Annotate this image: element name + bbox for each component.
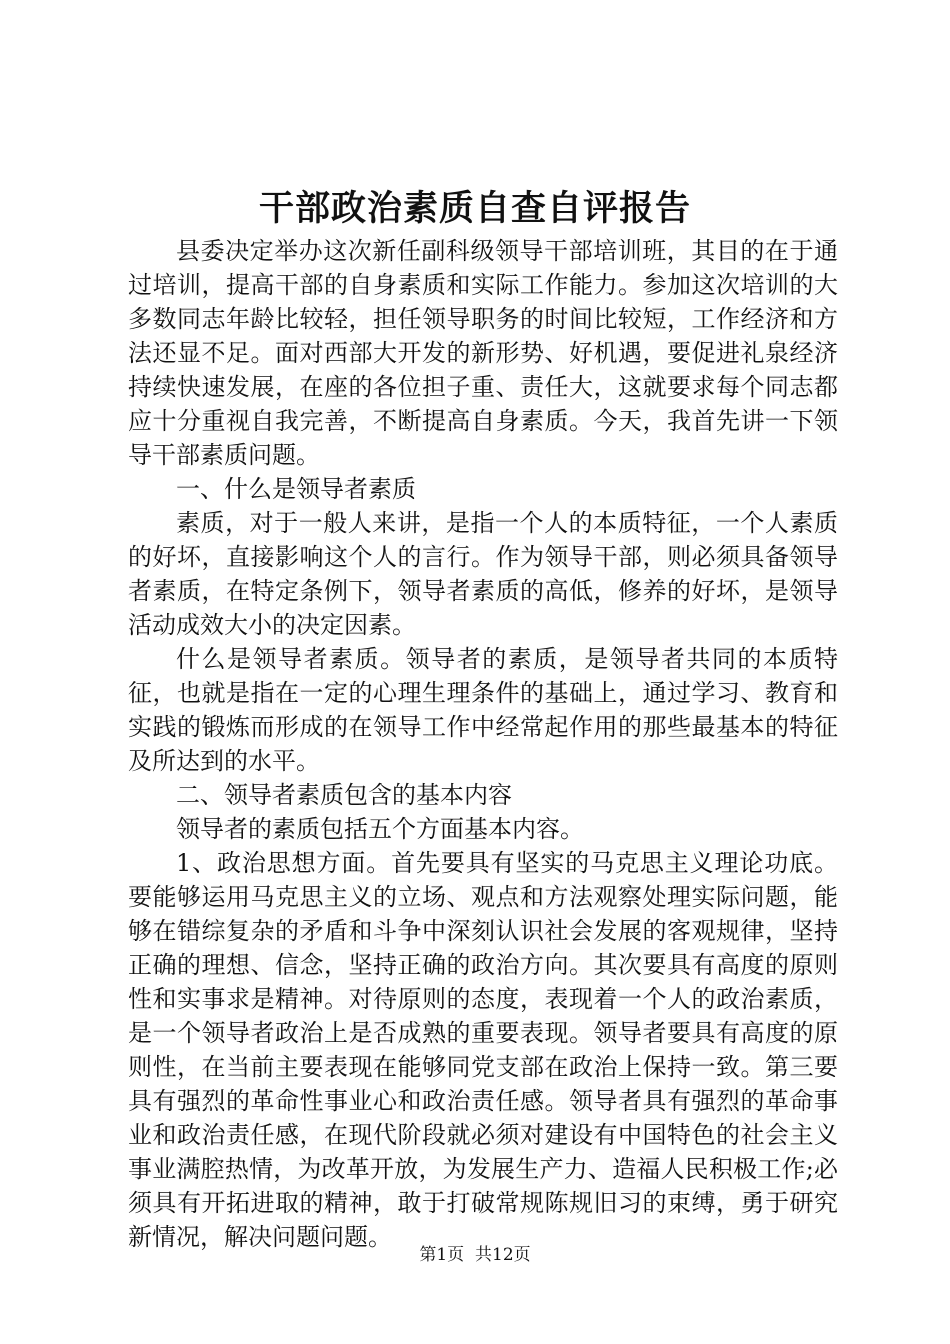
paragraph-five-aspects: 领导者的素质包括五个方面基本内容。 [176,815,584,843]
page-footer [0,1243,950,1267]
section-heading-2: 二、领导者素质包含的基本内容 [176,781,512,809]
page-total: 共12页 [475,1245,531,1265]
paragraph-intro: 县委决定举办这次新任副科级领导干部培训班，其目的在于通过培训，提高干部的自身素质和实际工作能力。参加这次培训的大多数同志年龄比较轻，担任领导职务的时间比较短，工作经济和方法还显不足。面对西部大开发的新形势、好机遇，要促进礼泉经济持续快速发展，在座的各位担子重、责任大，这就要求每个同志都应十分重视自我完善，不断提高自身素质。今天，我首先讲一下领导干部素质问题。 [128,237,838,469]
paragraph-leader-quality: 什么是领导者素质。领导者的素质，是领导者共同的本质特征，也就是指在一定的心理生理条件的基础上，通过学习、教育和实践的锻炼而形成的在领导工作中经常起作用的那些最基本的特征及所达到的水平。 [128,645,838,775]
paragraph-definition: 素质，对于一般人来讲，是指一个人的本质特征，一个人素质的好坏，直接影响这个人的言行。作为领导干部，则必须具备领导者素质，在特定条例下，领导者素质的高低，修养的好坏，是领导活动成效大小的决定因素。 [128,509,838,639]
page-number: 第1页 [419,1245,465,1265]
document-title: 干部政治素质自查自评报告 [258,188,691,229]
paragraph-political-thought: 1、政治思想方面。首先要具有坚实的马克思主义理论功底。要能够运用马克思主义的立场、观点和方法观察处理实际问题，能够在错综复杂的矛盾和斗争中深刻认识社会发展的客观规律，坚持正确的理想、信念，坚持正确的政治方向。其次要具有高度的原则性和实事求是精神。对待原则的态度，表现着一个人的政治素质，是一个领导者政治上是否成熟的重要表现。领导者要具有高度的原则性，在当前主要表现在能够同党支部在政治上保持一致。第三要具有强烈的革命性事业心和政治责任感。领导者具有强烈的革命事业和政治责任感，在现代阶段就必须对建设有中国特色的社会主义事业满腔热情，为改革开放，为发展生产力、造福人民积极工作;必须具有开拓进取的精神，敢于打破常规陈规旧习的束缚，勇于研究新情况，解决问题问题。 [128,849,838,1251]
document-body [128,234,838,1254]
section-heading-1: 一、什么是领导者素质 [176,475,416,503]
